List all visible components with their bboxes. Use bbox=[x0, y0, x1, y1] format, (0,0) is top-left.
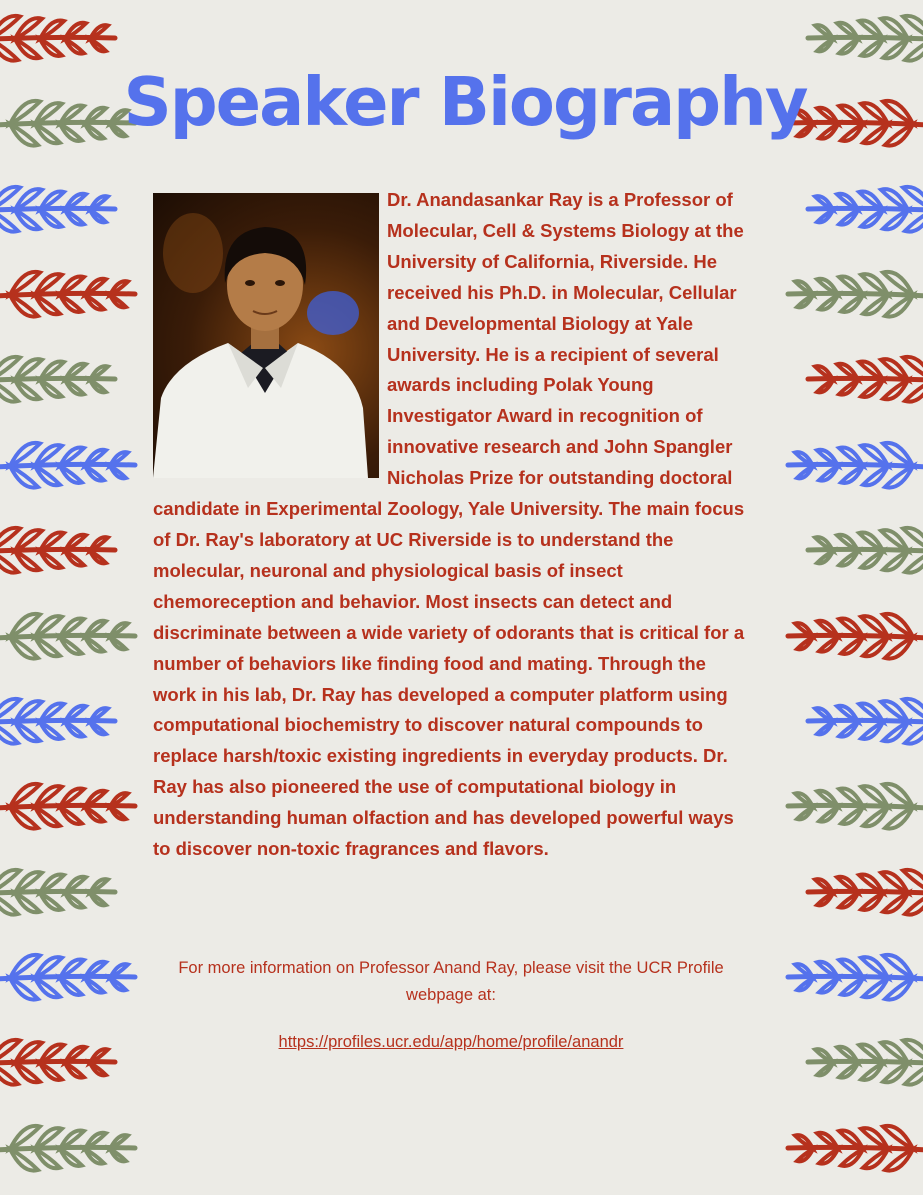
leaf-sprig-icon bbox=[783, 770, 923, 845]
right-leaf-border bbox=[763, 0, 923, 1195]
leaf-sprig-icon bbox=[783, 1112, 923, 1187]
leaf-sprig-icon bbox=[0, 1112, 140, 1187]
leaf-sprig-icon bbox=[803, 2, 923, 77]
leaf-sprig-icon bbox=[0, 87, 140, 162]
portrait-spacer bbox=[153, 185, 387, 493]
leaf-sprig-icon bbox=[0, 1026, 120, 1101]
leaf-sprig-icon bbox=[0, 258, 140, 333]
leaf-sprig-icon bbox=[803, 514, 923, 589]
leaf-sprig-icon bbox=[803, 685, 923, 760]
leaf-sprig-icon bbox=[0, 514, 120, 589]
leaf-sprig-icon bbox=[0, 685, 120, 760]
leaf-sprig-icon bbox=[0, 941, 140, 1016]
leaf-sprig-icon bbox=[0, 343, 120, 418]
left-leaf-border bbox=[0, 0, 160, 1195]
leaf-sprig-icon bbox=[0, 173, 120, 248]
leaf-sprig-icon bbox=[783, 258, 923, 333]
leaf-sprig-icon bbox=[783, 600, 923, 675]
leaf-sprig-icon bbox=[783, 941, 923, 1016]
leaf-sprig-icon bbox=[0, 2, 120, 77]
leaf-sprig-icon bbox=[803, 856, 923, 931]
more-info-text: For more information on Professor Anand Ray, please visit the UCR Profile webpage at: bbox=[178, 959, 724, 1004]
leaf-sprig-icon bbox=[803, 1026, 923, 1101]
leaf-sprig-icon bbox=[803, 173, 923, 248]
page-title: Speaker Biography bbox=[123, 63, 807, 141]
bio-paragraph: Dr. Anandasankar Ray is a Professor of Molecular, Cell & Systems Biology at the University of California, Riverside. He received his Ph.D. in Molecular, Cellular and Developmental Biology at Yale University. He is a recipient of several awards including Polak Young Investigator Award in recognition of innovative research and John Spangler Nicholas Prize for outstanding doctoral candidate in Experimental Zoology, Yale University. The main focus of Dr. Ray's laboratory at UC Riverside is to understand the molecular, neuronal and physiological basis of insect chemoreception and behavior. Most insects can detect and discriminate between a wide variety of odorants that is critical for a number of behaviors like finding food and mating. Through the work in his lab, Dr. Ray has developed a computer platform using computational biochemistry to discover natural compounds to replace harsh/toxic existing ingredients in everyday products. Dr. Ray has also pioneered the use of computational biology in understanding human olfaction and has developed powerful ways to discover non-toxic fragrances and flavors. bbox=[153, 189, 745, 860]
leaf-sprig-icon bbox=[0, 856, 120, 931]
leaf-sprig-icon bbox=[0, 600, 140, 675]
leaf-sprig-icon bbox=[0, 429, 140, 504]
leaf-sprig-icon bbox=[0, 770, 140, 845]
leaf-sprig-icon bbox=[783, 429, 923, 504]
leaf-sprig-icon bbox=[803, 343, 923, 418]
ucr-profile-link[interactable]: https://profiles.ucr.edu/app/home/profile/anandr bbox=[278, 1033, 624, 1051]
bio-text bbox=[153, 185, 753, 865]
